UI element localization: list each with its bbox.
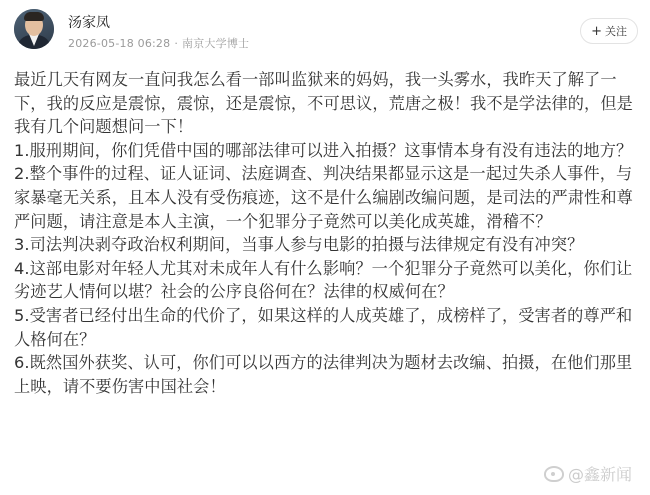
follow-button[interactable] bbox=[580, 18, 638, 44]
post-source: 南京大学博士 bbox=[182, 37, 250, 50]
follow-label: 关注 bbox=[605, 25, 627, 38]
post-paragraph: 6.既然国外获奖、认可，你们可以以西方的法律判决为题材去改编、拍摄，在他们那里上映，请不要伤害中国社会！ bbox=[14, 353, 633, 396]
weibo-icon bbox=[544, 466, 564, 482]
meta-separator: · bbox=[174, 37, 179, 50]
post-paragraph: 5.受害者已经付出生命的代价了，如果这样的人成英雄了，成榜样了，受害者的尊严和人格何在？ bbox=[14, 305, 633, 349]
post-body bbox=[14, 68, 640, 398]
plus-icon: + bbox=[591, 23, 602, 39]
post-header bbox=[0, 0, 650, 64]
post-timestamp: 2026-05-18 06:28 bbox=[68, 37, 171, 50]
watermark bbox=[544, 462, 632, 485]
post-paragraph: 4.这部电影对年轻人尤其对未成年人有什么影响？一个犯罪分子竟然可以美化，你们让劣迹艺人情何以堪？社会的公序良俗何在？法律的权威何在？ bbox=[14, 258, 633, 302]
post-paragraph: 最近几天有网友一直问我怎么看一部叫监狱来的妈妈，我一头雾水，我昨天了解了一下，我的反应是震惊，震惊，还是震惊，不可思议，荒唐之极！我不是学法律的，但是我有几个问题想问一下！ bbox=[14, 70, 633, 137]
post-meta bbox=[68, 35, 249, 51]
post-paragraph: 2.整个事件的过程、证人证词、法庭调查、判决结果都显示这是一起过失杀人事件，与家暴毫无关系，且本人没有受伤痕迹，这不是什么编剧改编问题，是司法的严肃性和尊严问题，请注意是本人主演，一个犯罪分子竟然可以美化成英雄，滑稽不？ bbox=[14, 164, 633, 231]
author-name[interactable]: 汤家凤 bbox=[68, 15, 110, 31]
post-paragraph: 1.服刑期间，你们凭借中国的哪部法律可以进入拍摄？这事情本身有没有违法的地方？ bbox=[14, 140, 633, 160]
author-avatar[interactable] bbox=[14, 9, 54, 49]
post-paragraph: 3.司法判决剥夺政治权利期间，当事人参与电影的拍摄与法律规定有没有冲突？ bbox=[14, 235, 584, 255]
watermark-text: @鑫新闻 bbox=[567, 465, 632, 484]
